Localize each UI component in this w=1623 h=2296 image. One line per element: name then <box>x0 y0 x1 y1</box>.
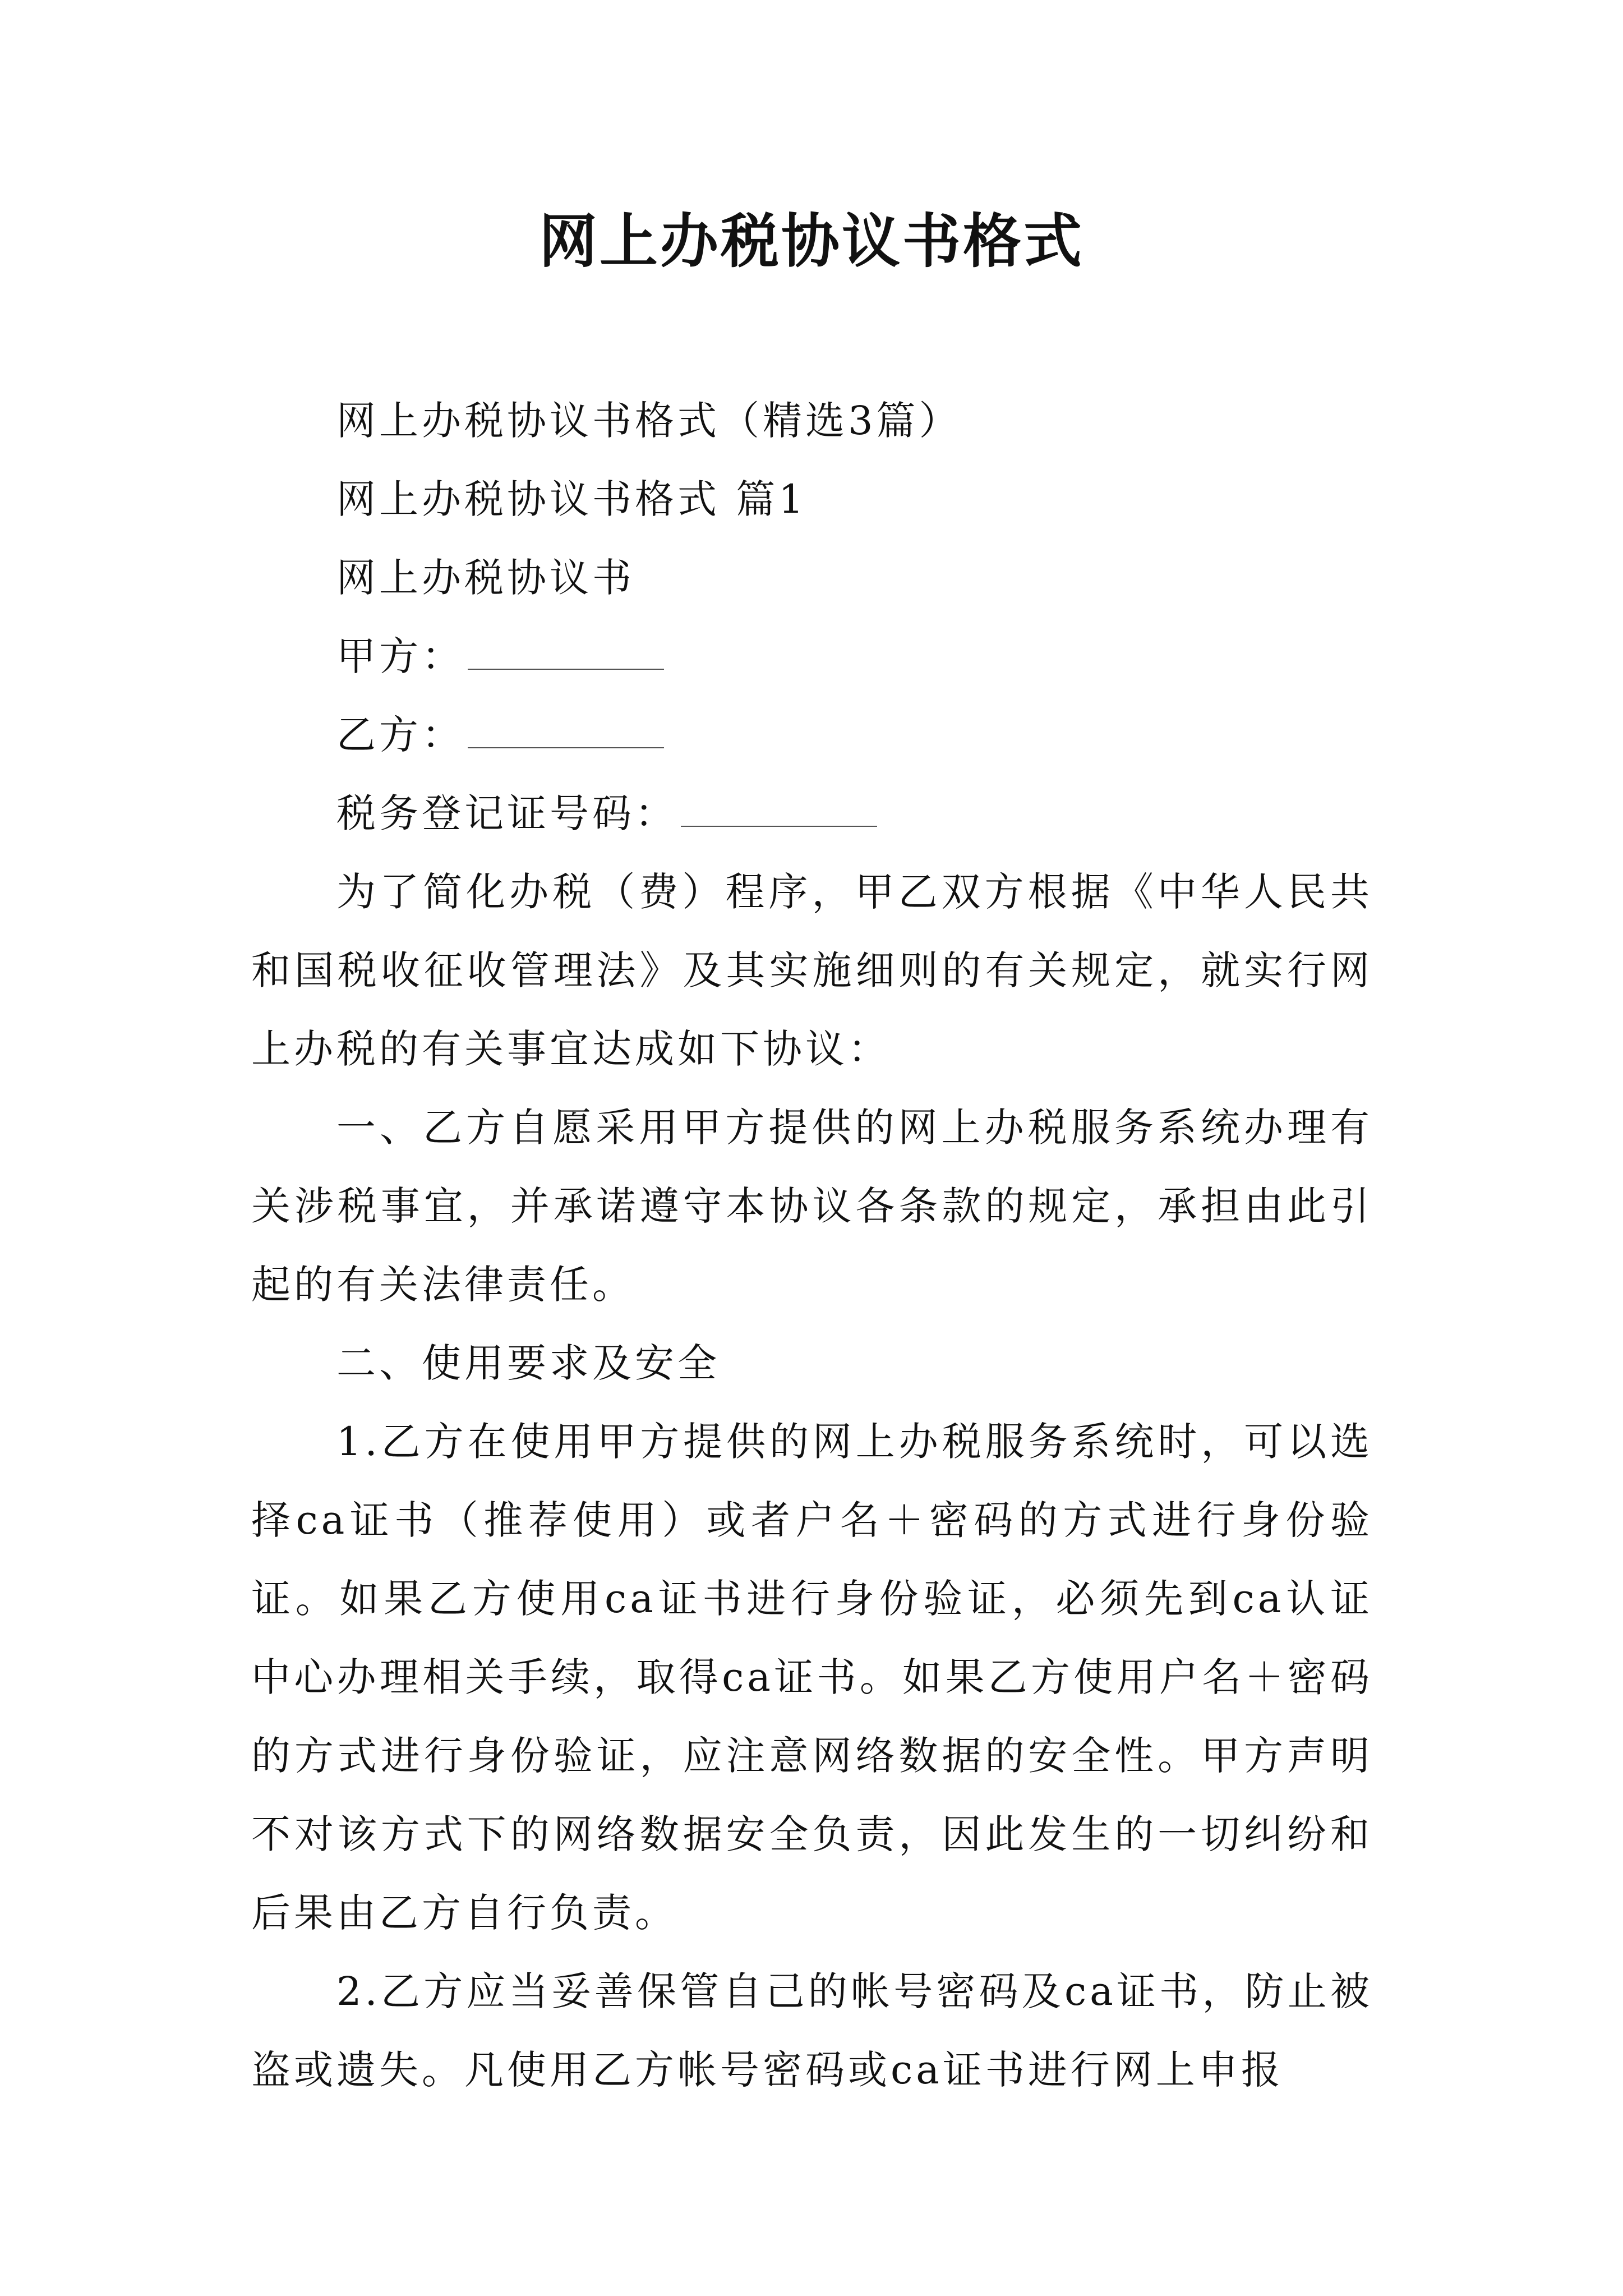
party-b-label: 乙方： <box>336 712 464 758</box>
doc-name-line: 网上办税协议书 <box>336 555 635 601</box>
chapter-line: 网上办税协议书格式 篇1 <box>336 476 807 522</box>
tax-reg-line <box>251 774 1373 853</box>
subtitle-line: 网上办税协议书格式（精选3篇） <box>336 398 962 444</box>
document-body <box>251 381 1373 2109</box>
tax-reg-label: 税务登记证号码： <box>336 790 677 836</box>
clause-2-heading: 二、使用要求及安全 <box>336 1340 720 1386</box>
party-a-line <box>251 617 1373 696</box>
document-title: 网上办税协议书格式 <box>538 206 1084 275</box>
tax-reg-blank <box>681 781 877 827</box>
item-1-paragraph: 1.乙方在使用甲方提供的网上办税服务系统时，可以选择ca证书（推荐使用）或者户名＋密码的方式进行身份验证。如果乙方使用ca证书进行身份验证，必须先到ca认证中心办理相关手续，取得ca证书。如果乙方使用户名＋密码的方式进行身份验证，应注意网络数据的安全性。甲方声明不对该方式下的网络数据安全负责，因此发生的一切纠纷和后果由乙方自行负责。 <box>251 1419 1373 1936</box>
item-2-paragraph: 2.乙方应当妥善保管自己的帐号密码及ca证书，防止被盗或遗失。凡使用乙方帐号密码或ca证书进行网上申报 <box>251 1968 1373 2093</box>
party-a-blank <box>468 624 664 670</box>
party-b-blank <box>468 702 664 748</box>
clause-1-paragraph: 一、乙方自愿采用甲方提供的网上办税服务系统办理有关涉税事宜，并承诺遵守本协议各条款的规定，承担由此引起的有关法律责任。 <box>251 1105 1373 1308</box>
intro-paragraph: 为了简化办税（费）程序，甲乙双方根据《中华人民共和国税收征收管理法》及其实施细则的有关规定，就实行网上办税的有关事宜达成如下协议： <box>251 869 1373 1072</box>
party-b-line <box>251 696 1373 774</box>
party-a-label: 甲方： <box>336 633 464 679</box>
